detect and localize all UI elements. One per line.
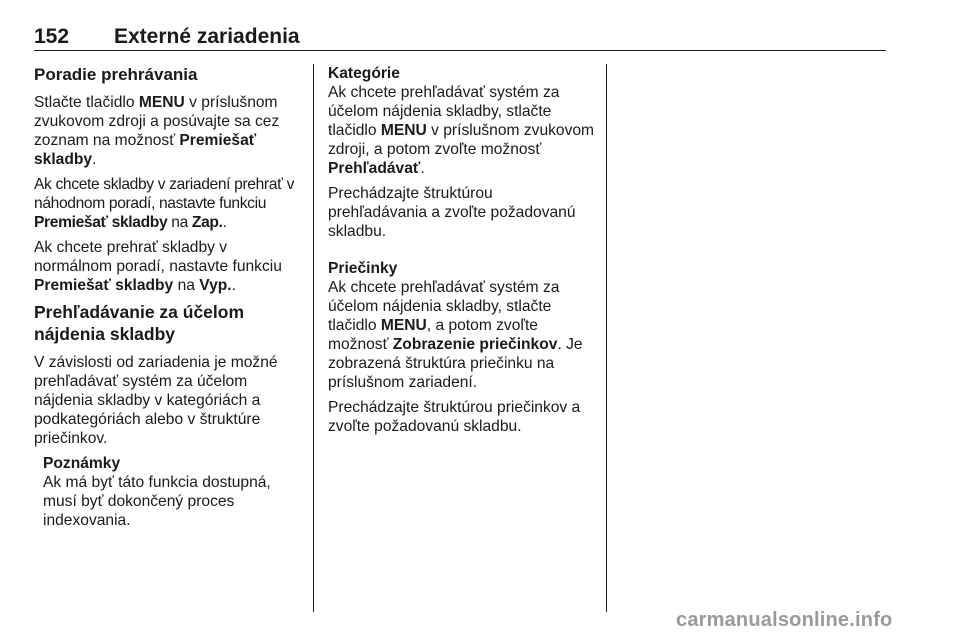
- page-number: 152: [34, 25, 70, 48]
- paragraph: Ak chcete skladby v zariadení prehrať v náhodnom poradí, nastavte funkciu Premiešať skladby na Zap..: [34, 176, 295, 231]
- section-title: Poradie prehrávania: [34, 65, 198, 84]
- subsection-title: Priečinky: [328, 260, 398, 277]
- paragraph: Ak chcete prehrať skladby v normálnom poradí, nastavte funkciu Premiešať skladby na Vyp..: [34, 239, 282, 294]
- paragraph: V závislosti od zariadenia je možné prehľadávať systém za účelom nájdenia skladby v kategóriách a podkategóriách alebo v štruktúre priečinkov.: [34, 354, 278, 447]
- column-divider: [606, 64, 607, 612]
- column-divider: [313, 64, 314, 612]
- subsection-title: Kategórie: [328, 65, 400, 82]
- middle-column: [328, 64, 596, 442]
- page-header: [34, 26, 886, 51]
- paragraph: Ak chcete prehľadávať systém za účelom nájdenia skladby, stlačte tlačidlo MENU v príslušnom zvukovom zdroji, a potom zvoľte možnosť Prehľadávať.: [328, 84, 595, 177]
- paragraph: Prechádzajte štruktúrou prehľadávania a zvoľte požadovanú skladbu.: [328, 185, 576, 240]
- left-column: [34, 64, 304, 530]
- note-box: [43, 454, 304, 530]
- note-title: Poznámky: [43, 455, 121, 472]
- paragraph: Stlačte tlačidlo MENU v príslušnom zvukovom zdroji a posúvajte sa cez zoznam na možnosť Premiešať skladby.: [34, 94, 280, 168]
- section-title: Prehľadávanie za účelom nájdenia skladby: [34, 302, 245, 344]
- paragraph: Ak chcete prehľadávať systém za účelom nájdenia skladby, stlačte tlačidlo MENU, a potom zvoľte možnosť Zobrazenie priečinkov. Je zobrazená štruktúra priečinku na príslušnom zariadení.: [328, 279, 583, 391]
- watermark: carmanualsonline.info: [676, 609, 893, 631]
- chapter-title: Externé zariadenia: [114, 25, 300, 48]
- note-text: Ak má byť táto funkcia dostupná, musí byť dokončený proces indexovania.: [43, 474, 271, 529]
- paragraph: Prechádzajte štruktúrou priečinkov a zvoľte požadovanú skladbu.: [328, 399, 581, 435]
